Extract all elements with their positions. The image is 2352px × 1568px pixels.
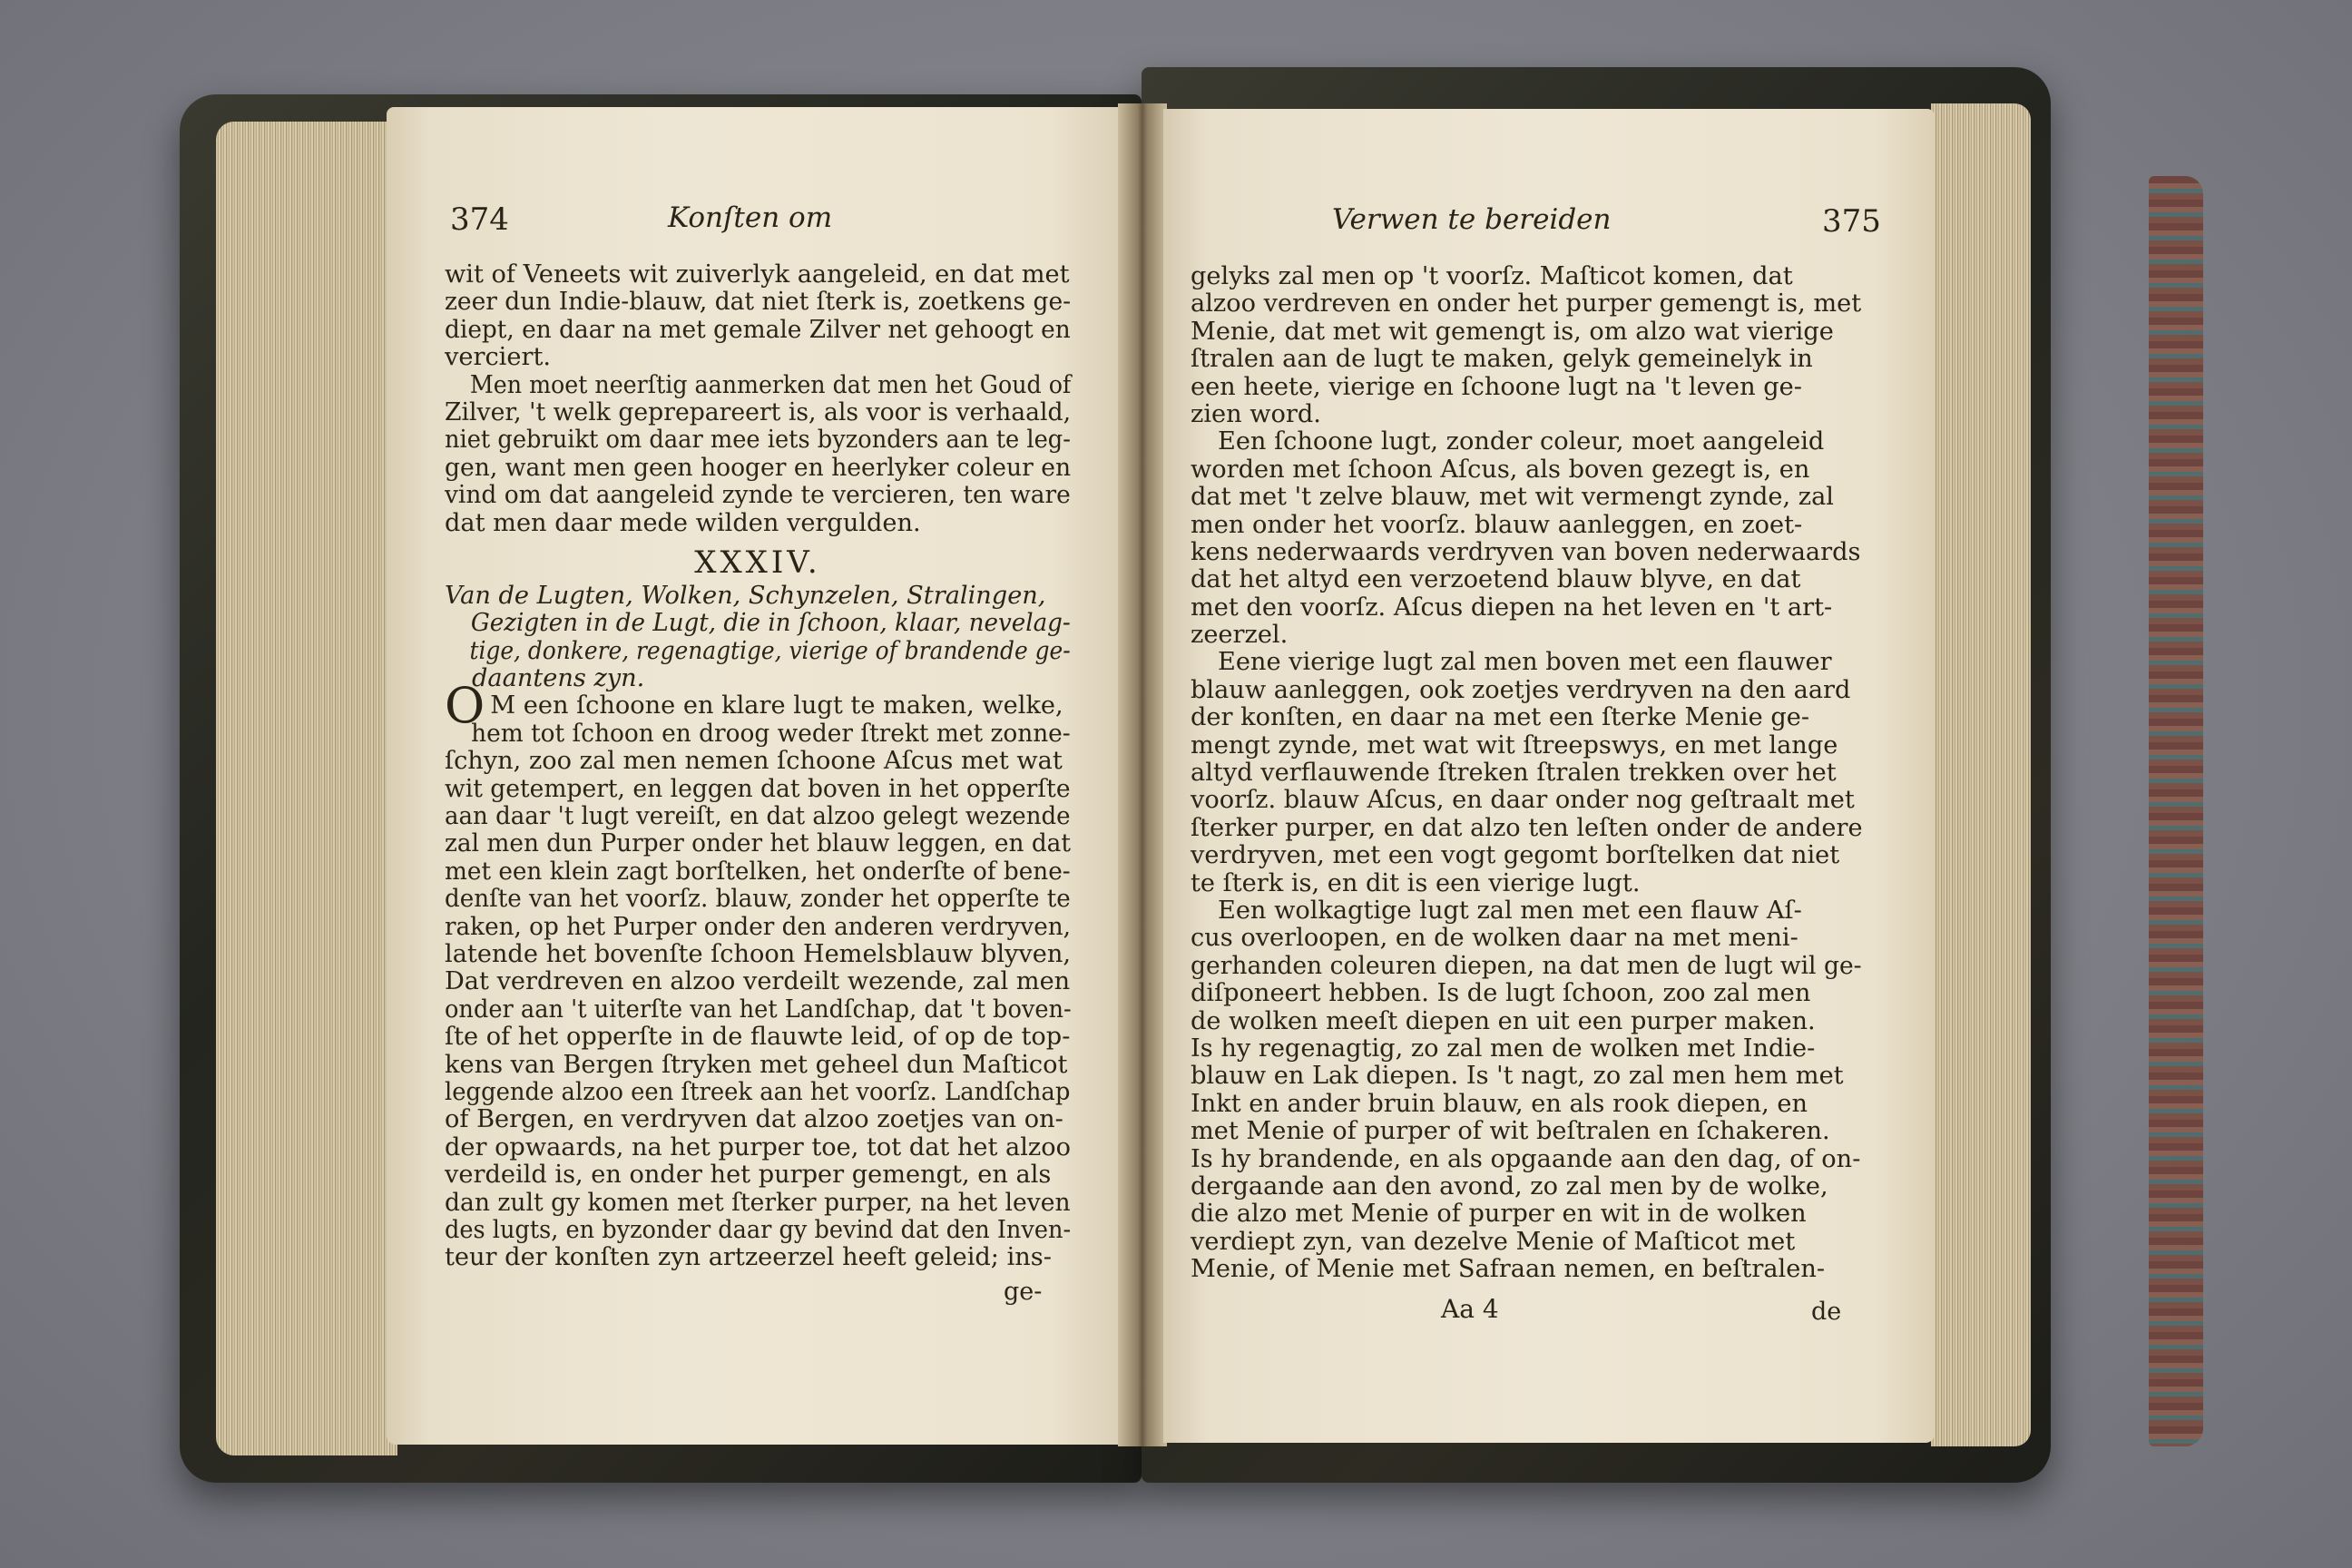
- text-line: Gezigten in de Lugt, die in ſchoon, klaar, nevelag-: [470, 609, 1071, 638]
- left-running-head: Konſten om: [668, 201, 833, 234]
- text-line: dat met 't zelve blauw, met wit vermengt zynde, zal: [1191, 483, 1834, 512]
- left-page-text: [445, 261, 1129, 1272]
- text-line: diſponeert hebben. Is de lugt ſchoon, zoo zal men: [1191, 979, 1811, 1008]
- text-line: ſtralen aan de lugt te maken, gelyk gemeinelyk in: [1191, 345, 1813, 374]
- text-line: zal men dun Purper onder het blauw leggen, en dat: [445, 829, 1071, 858]
- text-line: verdryven, met een vogt gegomt borſtelken dat niet: [1191, 841, 1840, 870]
- left-catchword: ge-: [1004, 1278, 1043, 1306]
- text-line: Men moet neerſtig aanmerken dat men het Goud of: [469, 370, 1072, 399]
- text-line: met Menie of purper of wit beſtralen en ſchakeren.: [1191, 1117, 1830, 1146]
- right-page-number: 375: [1822, 203, 1881, 240]
- text-line: mengt zynde, met wat wit ſtreepswys, en met lange: [1191, 730, 1838, 760]
- text-line: wit of Veneets wit zuiverlyk aangeleid, en dat met: [445, 260, 1070, 289]
- left-para-2: [445, 372, 1129, 537]
- text-line: raken, op het Purper onder den anderen verdryven,: [445, 912, 1071, 941]
- left-page: [387, 107, 1122, 1445]
- text-line: gen, want men geen hooger en heerlyker coleur en: [445, 453, 1072, 482]
- text-line: onder aan 't uiterſte van het Landſchap, dat 't boven-: [445, 995, 1072, 1024]
- right-page: [1163, 109, 1935, 1443]
- text-line: Menie, dat met wit gemengt is, om alzo wat vierige: [1191, 317, 1834, 346]
- text-line: der opwaards, na het purper toe, tot dat het alzoo: [445, 1132, 1071, 1161]
- text-line: men onder het voorſz. blauw aanleggen, en zoet-: [1191, 510, 1803, 539]
- left-page-number: 374: [450, 201, 509, 238]
- text-line: tige, donkere, regenagtige, vierige of brandende ge-: [469, 636, 1071, 665]
- text-line: voorſz. blauw Aſcus, en daar onder nog geſtraalt met: [1191, 786, 1855, 815]
- chapter-heading: XXXIV.: [694, 544, 821, 581]
- text-line: des lugts, en byzonder daar gy bevind dat den Inven-: [445, 1215, 1072, 1244]
- right-catchword: de: [1811, 1298, 1842, 1326]
- gutter: [1118, 103, 1167, 1446]
- text-line: der konſten, en daar na met een ſterke Menie ge-: [1191, 703, 1810, 732]
- text-line: kens van Bergen ſtryken met geheel dun Maſticot: [445, 1050, 1068, 1079]
- text-line: cus overloopen, en de wolken daar na met meni-: [1191, 924, 1798, 953]
- right-page-edges: [1931, 103, 2031, 1446]
- text-line: Een ſchoone lugt, zonder coleur, moet aangeleid: [1218, 427, 1825, 456]
- text-line: zeerzel.: [1191, 621, 1289, 650]
- text-line: M een ſchoone en klare lugt te maken, welke,: [490, 691, 1063, 720]
- text-line: Eene vierige lugt zal men boven met een flauwer: [1218, 648, 1832, 677]
- drop-cap: O: [445, 677, 485, 735]
- text-line: ſte of het opperſte in de flauwte leid, of op de top-: [445, 1023, 1071, 1052]
- text-line: kens nederwaards verdryven van boven nederwaards: [1191, 537, 1861, 566]
- text-line: hem tot ſchoon en droog weder ſtrekt met zonne-: [471, 719, 1071, 748]
- text-line: denſte van het voorſz. blauw, zonder het opperſte te: [445, 885, 1071, 914]
- text-line: Is hy brandende, en als opgaande aan den dag, of on-: [1191, 1144, 1861, 1173]
- text-line: of Bergen, en verdryven dat alzoo zoetjes van on-: [445, 1105, 1063, 1134]
- left-para-1: [445, 261, 1129, 372]
- text-line: dat het altyd een verzoetend blauw blyve, en dat: [1191, 565, 1801, 594]
- text-line: de wolken meeſt diepen en uit een purper maken.: [1191, 1006, 1816, 1035]
- text-line: Menie, of Menie met Safraan nemen, en beſtralen-: [1191, 1255, 1826, 1284]
- text-line: Zilver, 't welk geprepareert is, als voor is verhaald,: [445, 397, 1072, 426]
- text-line: vind om dat aangeleid zynde te vercieren, ten ware: [445, 481, 1071, 510]
- text-line: daantens zyn.: [472, 664, 645, 693]
- text-line: blauw en Lak diepen. Is 't nagt, zo zal men hem met: [1191, 1062, 1844, 1091]
- text-line: een heete, vierige en ſchoone lugt na 't leven ge-: [1191, 372, 1802, 401]
- signature-mark: Aa 4: [1441, 1294, 1499, 1324]
- text-line: te ſterk is, en dit is een vierige lugt.: [1191, 868, 1641, 897]
- text-line: die alzo met Menie of purper en wit in de wolken: [1191, 1200, 1807, 1229]
- text-line: met den voorſz. Aſcus diepen na het leven en 't art-: [1191, 593, 1833, 622]
- text-line: zien word.: [1191, 399, 1321, 428]
- text-line: gerhanden coleuren diepen, na dat men de lugt wil ge-: [1191, 951, 1862, 980]
- text-line: altyd verflauwende ſtreken ſtralen trekken over het: [1191, 759, 1837, 788]
- right-para-1: [1191, 263, 1878, 428]
- text-line: zeer dun Indie-blauw, dat niet ſterk is, zoetkens ge-: [445, 288, 1072, 317]
- text-line: Is hy regenagtig, zo zal men de wolken met Indie-: [1191, 1034, 1816, 1063]
- text-line: met een klein zagt borſtelken, het onderſte of bene-: [445, 857, 1071, 886]
- text-line: niet gebruikt om daar mee iets byzonders aan te leg-: [445, 426, 1071, 455]
- right-page-text: [1191, 263, 1878, 1283]
- open-book: [180, 67, 2051, 1486]
- right-para-3: [1191, 649, 1878, 897]
- text-line: verciert.: [445, 343, 552, 372]
- text-line: verdeild is, en onder het purper gemengt, en als: [445, 1161, 1052, 1190]
- text-line: teur der konſten zyn artzeerzel heeft geleid; ins-: [445, 1243, 1052, 1272]
- text-line: latende het bovenſte ſchoon Hemelsblauw blyven,: [445, 939, 1071, 968]
- text-line: leggende alzoo een ſtreek aan het voorſz. Landſchap: [445, 1077, 1071, 1106]
- text-line: aan daar 't lugt vereiſt, en dat alzoo gelegt wezende: [445, 802, 1071, 831]
- text-line: dan zult gy komen met ſterker purper, na het leven: [445, 1188, 1071, 1217]
- right-para-4: [1191, 897, 1878, 1283]
- text-line: dergaande aan den avond, zo zal men by de wolke,: [1191, 1171, 1828, 1200]
- text-line: Van de Lugten, Wolken, Schynzelen, Stralingen,: [445, 581, 1046, 610]
- text-line: ſchyn, zoo zal men nemen ſchoone Aſcus met wat: [445, 747, 1063, 776]
- text-line: Inkt en ander bruin blauw, en als rook diepen, en: [1191, 1089, 1808, 1118]
- right-para-2: [1191, 428, 1878, 649]
- text-line: Dat verdreven en alzoo verdeilt wezende, zal men: [445, 967, 1071, 996]
- text-line: dat men daar mede wilden vergulden.: [445, 508, 921, 537]
- text-line: diept, en daar na met gemale Zilver net gehoogt en: [445, 315, 1071, 344]
- text-line: verdiept zyn, van dezelve Menie of Maſticot met: [1191, 1227, 1796, 1256]
- chapter-title: [445, 583, 1129, 693]
- text-line: blauw aanleggen, ook zoetjes verdryven na den aard: [1191, 675, 1851, 704]
- text-line: Een wolkagtige lugt zal men met een flauw Aſ-: [1218, 896, 1802, 925]
- left-page-edges: [216, 122, 397, 1455]
- marbled-edge: [2149, 176, 2203, 1446]
- right-running-head: Verwen te bereiden: [1332, 203, 1612, 236]
- text-line: gelyks zal men op 't voorſz. Maſticot komen, dat: [1191, 262, 1793, 290]
- text-line: wit getempert, en leggen dat boven in het opperſte: [445, 774, 1071, 803]
- text-line: worden met ſchoon Aſcus, als boven gezegt is, en: [1191, 455, 1810, 484]
- text-line: alzoo verdreven en onder het purper gemengt is, met: [1191, 289, 1862, 318]
- text-line: ſterker purper, en dat alzo ten leſten onder de andere: [1191, 813, 1863, 842]
